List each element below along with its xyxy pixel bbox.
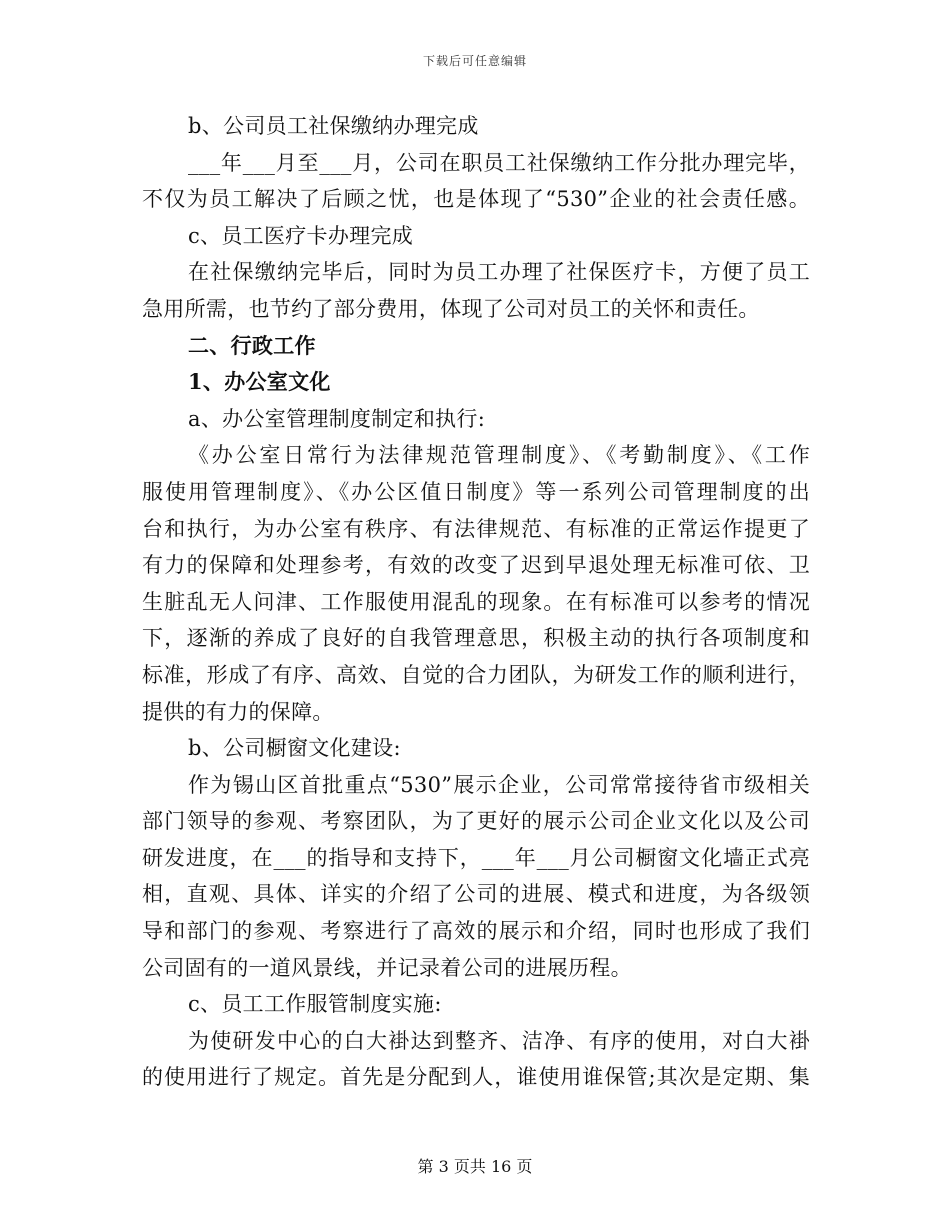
paragraph-line: 急用所需，也节约了部分费用，体现了公司对员工的关怀和责任。 [142,296,760,321]
page-number-footer: 第 3 页共 16 页 [417,1157,533,1176]
paragraph-line: 导和部门的参观、考察进行了高效的展示和介绍，同时也形成了我们 [142,919,810,944]
paragraph-line: 《办公室日常行为法律规范管理制度》、《考勤制度》、《工作 [188,443,810,468]
paragraph-line: 作为锡山区首批重点“530”展示企业，公司常常接待省市级相关 [188,772,810,797]
paragraph-line: 相，直观、具体、详实的介绍了公司的进展、模式和进度，为各级领 [142,882,810,907]
paragraph-line: 有力的保障和处理参考，有效的改变了迟到早退处理无标准可依、卫 [142,553,810,578]
subheading-office-rules: a、办公室管理制度制定和执行: [188,406,486,431]
header-note: 下载后可任意编辑 [422,54,527,68]
subheading-showcase-culture: b、公司橱窗文化建设: [188,736,401,761]
paragraph-line: 提供的有力的保障。 [142,699,334,724]
paragraph-line: 在社保缴纳完毕后，同时为员工办理了社保医疗卡，方便了员工 [188,260,810,285]
paragraph-line: ___年___月至___月，公司在职员工社保缴纳工作分批办理完毕， [188,150,810,175]
paragraph-line: 服使用管理制度》、《办公区值日制度》等一系列公司管理制度的出 [142,479,810,504]
paragraph-line: 不仅为员工解决了后顾之忧，也是体现了“530”企业的社会责任感。 [142,187,810,212]
paragraph-line: 标准，形成了有序、高效、自觉的合力团队，为研发工作的顺利进行， [142,662,810,687]
paragraph-line: 的使用进行了规定。首先是分配到人，谁使用谁保管;其次是定期、集 [142,1065,810,1090]
paragraph-line: 台和执行，为办公室有秩序、有法律规范、有标准的正常运作提更了 [142,516,810,541]
subheading-uniform-rules: c、员工工作服管制度实施: [188,992,442,1017]
section-heading-admin-work: 二、行政工作 [188,332,316,358]
subheading-social-insurance: b、公司员工社保缴纳办理完成 [188,114,479,138]
paragraph-line: 研发进度，在___的指导和支持下，___年___月公司橱窗文化墙正式亮 [142,845,810,870]
paragraph-line: 公司固有的一道风景线，并记录着公司的进展历程。 [142,955,632,980]
paragraph-line: 部门领导的参观、考察团队，为了更好的展示公司企业文化以及公司 [142,809,810,834]
section-heading-office-culture: 1、办公室文化 [188,369,331,395]
document-body [142,108,810,1096]
paragraph-line: 为使研发中心的白大褂达到整齐、洁净、有序的使用，对白大褂 [188,1028,810,1053]
paragraph-line: 下，逐渐的养成了良好的自我管理意思，积极主动的执行各项制度和 [142,626,810,651]
subheading-medical-card: c、员工医疗卡办理完成 [188,223,414,248]
paragraph-line: 生脏乱无人问津、工作服使用混乱的现象。在有标准可以参考的情况 [142,589,810,614]
